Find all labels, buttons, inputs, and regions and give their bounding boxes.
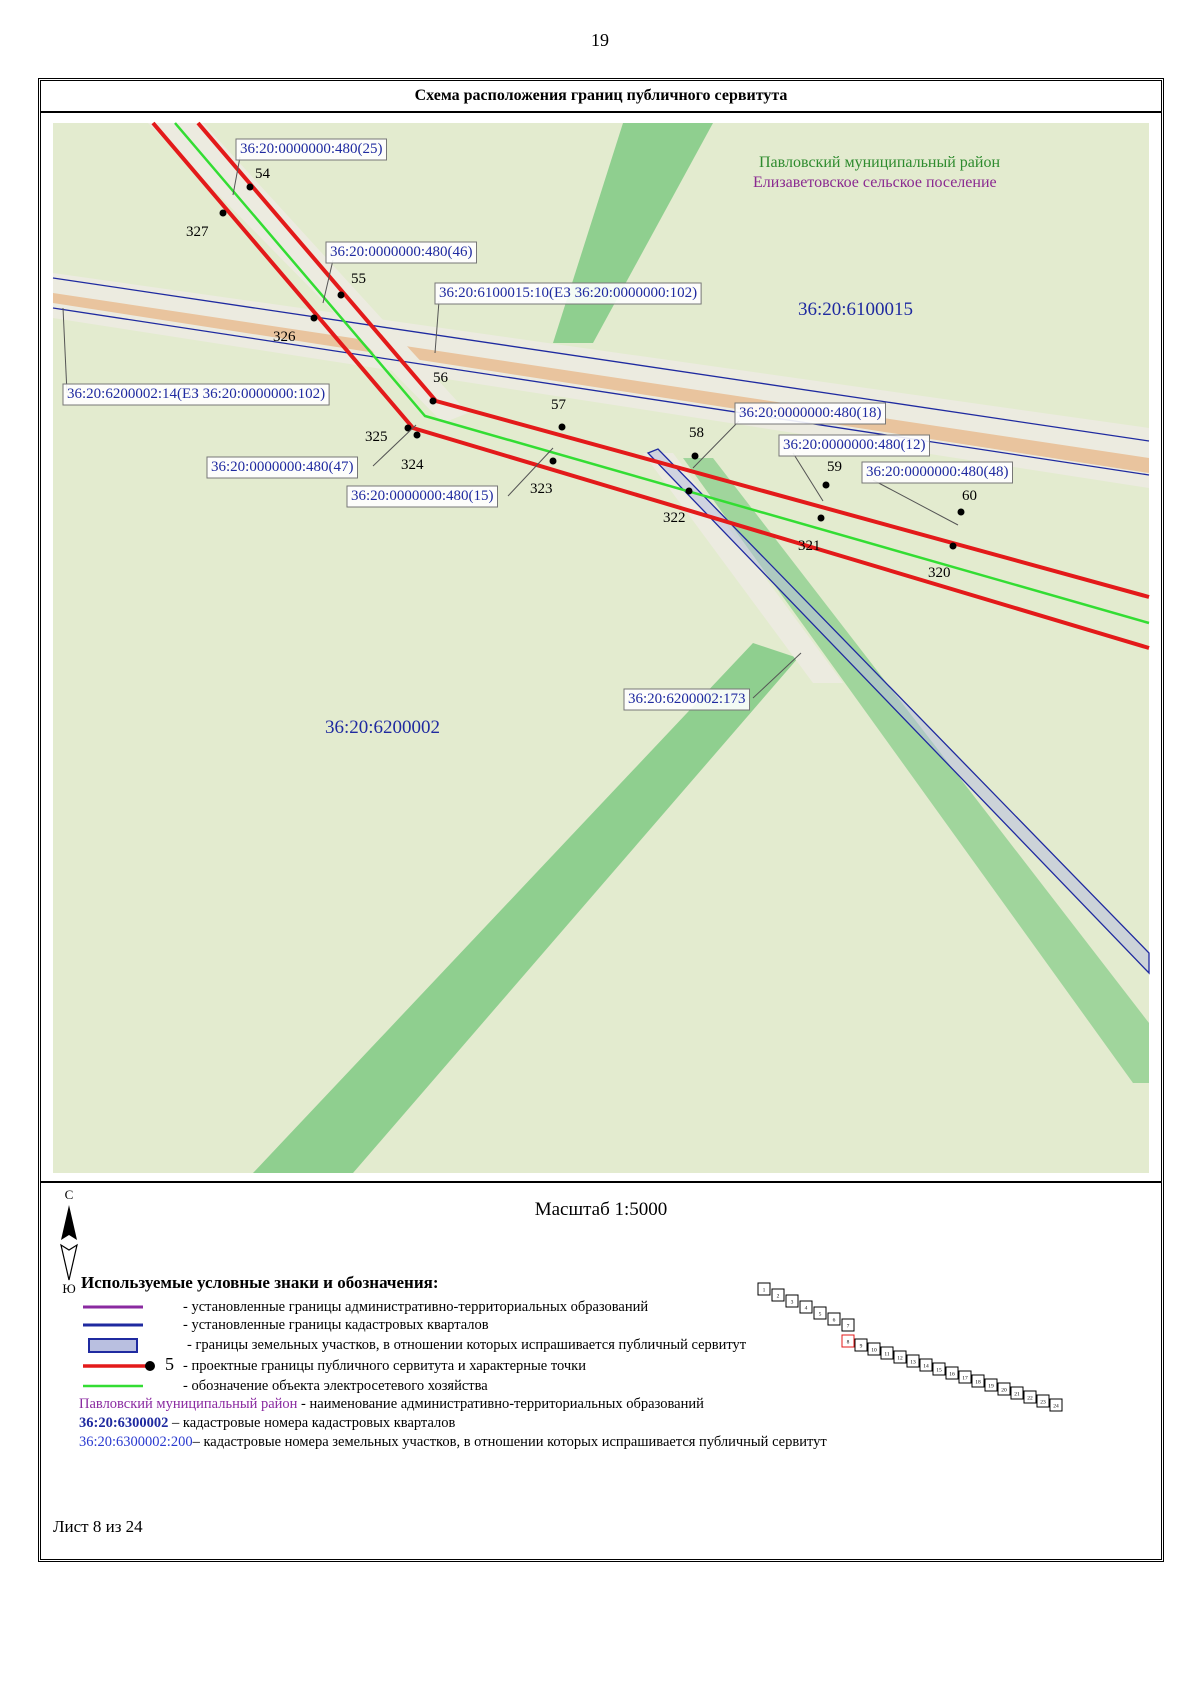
index-sheet-4 xyxy=(800,1301,812,1313)
svg-text:11: 11 xyxy=(884,1351,890,1358)
legend-servitude xyxy=(41,1356,741,1376)
legend-power xyxy=(41,1376,741,1396)
scale-label: Масштаб 1:5000 xyxy=(534,1199,668,1220)
point-dot-57 xyxy=(559,424,566,431)
index-sheet-24 xyxy=(1050,1399,1062,1411)
legend-admin-name xyxy=(79,1394,704,1414)
svg-text:5: 5 xyxy=(818,1311,822,1318)
index-sheet-11 xyxy=(881,1347,893,1359)
index-sheet-13 xyxy=(907,1355,919,1367)
parcel-label-6 xyxy=(735,403,886,424)
drawing-frame xyxy=(38,78,1164,1562)
settlement-name-label xyxy=(753,174,997,191)
index-sheet-20 xyxy=(998,1383,1010,1395)
legend-servitude-text: - проектные границы публичного сервитута и характерные точки xyxy=(183,1358,586,1374)
point-label-326: 326 xyxy=(273,329,296,345)
point-label-320: 320 xyxy=(928,565,951,581)
point-label-56: 56 xyxy=(433,370,448,386)
parcel-label-2 xyxy=(435,283,701,304)
parcel-label-7 xyxy=(779,435,930,456)
legend-heading: Используемые условные знаки и обозначения: xyxy=(81,1273,439,1292)
legend-parcel-number xyxy=(79,1432,827,1452)
parcel-label-2-text: 36:20:6100015:10(ЕЗ 36:20:0000000:102) xyxy=(439,285,698,301)
north-arrow-upper xyxy=(61,1205,77,1240)
point-label-323: 323 xyxy=(530,481,553,497)
index-sheet-17 xyxy=(959,1371,971,1383)
svg-text:6: 6 xyxy=(832,1317,836,1324)
svg-text:10: 10 xyxy=(871,1347,877,1354)
legend-area xyxy=(41,1181,1161,1559)
index-sheet-7 xyxy=(842,1319,854,1331)
index-sheet-21 xyxy=(1011,1387,1023,1399)
parcel-label-1 xyxy=(326,242,477,263)
legend-quarter-sample: 36:20:6300002 xyxy=(79,1415,169,1431)
legend-cadastral-text: - установленные границы кадастровых кварталов xyxy=(183,1317,489,1333)
svg-text:23: 23 xyxy=(1040,1399,1046,1406)
point-dot-327 xyxy=(220,210,227,217)
point-label-59: 59 xyxy=(827,459,842,475)
point-dot-60 xyxy=(958,509,965,516)
parcel-label-3-text: 36:20:6200002:14(ЕЗ 36:20:0000000:102) xyxy=(67,386,326,402)
sheet-number: Лист 8 из 24 xyxy=(53,1517,143,1536)
legend-power-symbol xyxy=(83,1382,143,1390)
point-label-322: 322 xyxy=(663,510,686,526)
legend-parcel-number-sample: 36:20:6300002:200 xyxy=(79,1434,193,1450)
svg-text:12: 12 xyxy=(897,1355,903,1362)
quarter-label-6100015 xyxy=(798,299,913,320)
index-sheet-16 xyxy=(946,1367,958,1379)
svg-text:14: 14 xyxy=(923,1363,929,1370)
point-dot-323 xyxy=(550,458,557,465)
index-sheet-6 xyxy=(828,1313,840,1325)
servitude-map xyxy=(53,123,1149,1173)
point-dot-320 xyxy=(950,543,957,550)
legend-power-text: - обозначение объекта электросетевого хозяйства xyxy=(183,1378,488,1394)
parcel-label-0-text: 36:20:0000000:480(25) xyxy=(240,141,383,157)
point-dot-321 xyxy=(818,515,825,522)
parcel-label-5-text: 36:20:0000000:480(15) xyxy=(351,488,494,504)
parcel-label-9-text: 36:20:6200002:173 xyxy=(628,691,746,707)
legend-cadastral-symbol xyxy=(83,1321,143,1329)
svg-text:4: 4 xyxy=(804,1305,808,1312)
south-label: Ю xyxy=(62,1281,76,1296)
legend-quarter-desc: – кадастровые номера кадастровых кварталов xyxy=(168,1415,456,1431)
legend-admin xyxy=(41,1297,741,1317)
settlement-name-label-text: Елизаветовское сельское поселение xyxy=(753,174,997,191)
index-sheet-12 xyxy=(894,1351,906,1363)
parcel-label-9 xyxy=(624,689,750,710)
svg-text:15: 15 xyxy=(936,1367,942,1374)
svg-text:17: 17 xyxy=(962,1375,968,1382)
legend-point-sample: 5 xyxy=(165,1354,174,1374)
legend-quarter-number xyxy=(79,1413,455,1433)
point-label-325: 325 xyxy=(365,429,388,445)
svg-text:16: 16 xyxy=(949,1371,955,1378)
point-label-55: 55 xyxy=(351,271,366,287)
svg-text:2: 2 xyxy=(776,1293,780,1300)
point-dot-56 xyxy=(430,398,437,405)
index-sheet-23 xyxy=(1037,1395,1049,1407)
svg-text:8: 8 xyxy=(846,1339,850,1346)
parcel-label-3 xyxy=(63,384,329,405)
svg-text:3: 3 xyxy=(790,1299,794,1306)
sheet-index-map xyxy=(756,1275,1076,1410)
point-label-60: 60 xyxy=(962,488,977,504)
point-dot-59 xyxy=(823,482,830,489)
quarter-label-6200002 xyxy=(325,717,440,738)
legend-admin-name-sample: Павловский муниципальный район xyxy=(79,1396,298,1412)
parcel-label-6-text: 36:20:0000000:480(18) xyxy=(739,405,882,421)
index-sheet-15 xyxy=(933,1363,945,1375)
index-sheet-18 xyxy=(972,1375,984,1387)
point-label-321: 321 xyxy=(798,538,821,554)
point-label-57: 57 xyxy=(551,397,566,413)
point-dot-55 xyxy=(338,292,345,299)
svg-text:22: 22 xyxy=(1027,1395,1033,1402)
point-label-327: 327 xyxy=(186,224,209,240)
index-sheet-19 xyxy=(985,1379,997,1391)
parcel-label-4-text: 36:20:0000000:480(47) xyxy=(211,459,354,475)
point-dot-326 xyxy=(311,315,318,322)
point-label-324: 324 xyxy=(401,457,424,473)
parcel-label-5 xyxy=(347,486,498,507)
drawing-title: Схема расположения границ публичного сервитута xyxy=(41,81,1161,113)
north-label: С xyxy=(64,1187,74,1202)
index-sheet-14 xyxy=(920,1359,932,1371)
parcel-label-8-text: 36:20:0000000:480(48) xyxy=(866,464,1009,480)
index-sheet-3 xyxy=(786,1295,798,1307)
district-name-label-text: Павловский муниципальный район xyxy=(759,154,1001,171)
index-sheet-2 xyxy=(772,1289,784,1301)
svg-text:13: 13 xyxy=(910,1359,916,1366)
legend-parcel xyxy=(41,1335,801,1355)
svg-text:21: 21 xyxy=(1014,1391,1020,1398)
index-sheet-8 xyxy=(842,1335,854,1347)
north-arrow-lower xyxy=(61,1245,77,1280)
svg-text:7: 7 xyxy=(846,1323,850,1330)
index-sheet-1 xyxy=(758,1283,770,1295)
index-sheet-5 xyxy=(814,1307,826,1319)
parcel-label-7-text: 36:20:0000000:480(12) xyxy=(783,437,926,453)
point-label-54: 54 xyxy=(255,166,270,182)
legend-admin-text: - установленные границы административно-территориальных образований xyxy=(183,1299,649,1315)
point-dot-54 xyxy=(247,184,254,191)
parcel-label-1-text: 36:20:0000000:480(46) xyxy=(330,244,473,260)
svg-text:9: 9 xyxy=(859,1343,863,1350)
legend-servitude-symbol xyxy=(83,1359,157,1373)
legend-parcel-symbol xyxy=(88,1338,138,1354)
point-dot-322 xyxy=(686,488,693,495)
svg-text:19: 19 xyxy=(988,1383,994,1390)
svg-text:1: 1 xyxy=(762,1287,766,1294)
index-sheet-9 xyxy=(855,1339,867,1351)
legend-cadastral xyxy=(41,1315,741,1335)
legend-admin-name-desc: - наименование административно-территориальных образований xyxy=(297,1396,704,1412)
legend-parcel-text: - границы земельных участков, в отношении которых испрашивается публичный сервитут xyxy=(187,1337,747,1353)
index-sheet-10 xyxy=(868,1343,880,1355)
svg-text:24: 24 xyxy=(1053,1403,1059,1410)
point-dot-58 xyxy=(692,453,699,460)
svg-text:20: 20 xyxy=(1001,1387,1007,1394)
map-area xyxy=(53,123,1149,1173)
district-name-label xyxy=(759,154,1000,171)
svg-text:18: 18 xyxy=(975,1379,981,1386)
page-number: 19 xyxy=(591,30,609,50)
point-dot-324 xyxy=(414,432,421,439)
parcel-label-4 xyxy=(207,457,358,478)
legend-admin-symbol xyxy=(83,1303,143,1311)
parcel-label-8 xyxy=(862,462,1013,483)
index-sheet-22 xyxy=(1024,1391,1036,1403)
legend-parcel-number-desc: – кадастровые номера земельных участков, в отношении которых испрашивается публичный сервитут xyxy=(192,1434,827,1450)
quarter-label-6200002-text: 36:20:6200002 xyxy=(325,717,441,738)
quarter-label-6100015-text: 36:20:6100015 xyxy=(798,299,914,320)
point-label-58: 58 xyxy=(689,425,704,441)
parcel-label-0 xyxy=(236,139,387,160)
